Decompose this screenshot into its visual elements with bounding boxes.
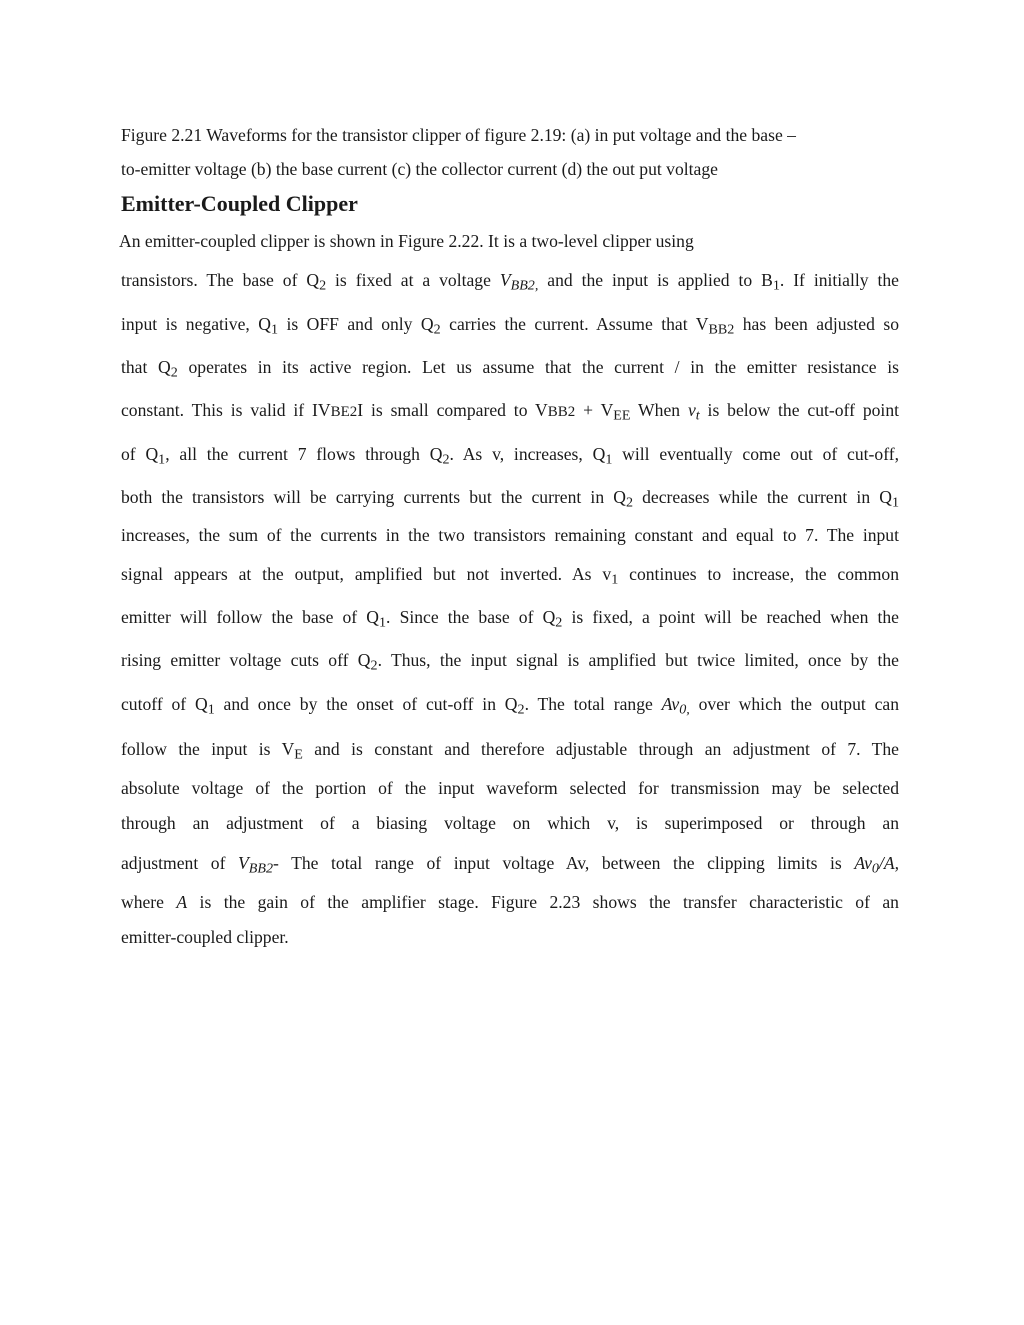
text-line: rising emitter voltage cuts off $Q_2$. Thus, the input signal is amplified but twice limited, once by the (121, 650, 899, 674)
text-line: signal appears at the output, amplified but not inverted. As $v_1$ continues to increase, the common (121, 564, 899, 588)
figure-caption (121, 118, 901, 186)
text-line: constant. This is valid if IVBE2I is small compared to $VBB2 + V_{EE}$ When $v_t$ is below the cut-off point (121, 400, 900, 424)
text-line: adjustment of $V_{BB2}-$ The total range of input voltage Av, between the clipping limits is $Av_0/A$, (121, 853, 899, 877)
text-line: where A is the gain of the amplifier stage. Figure 2.23 shows the transfer characteristic of an (121, 892, 899, 912)
text-line: that $Q_2$ operates in its active region. Let us assume that the current / in the emitter resistance is (121, 357, 899, 381)
caption-line-2: to-emitter voltage (b) the base current (c) the collector current (d) the out put voltage (121, 159, 718, 179)
text-line: emitter-coupled clipper. (121, 927, 289, 947)
text-line: absolute voltage of the portion of the input waveform selected for transmission may be selected (121, 778, 899, 798)
text-line: transistors. The base of $Q_2$ is fixed at a voltage $V_{BB2,}$ and the input is applied to $B_1$. If initially the (121, 270, 899, 294)
text-line: An emitter-coupled clipper is shown in Figure 2.22. It is a two-level clipper using (119, 231, 694, 251)
section-heading: Emitter-Coupled Clipper (121, 191, 358, 216)
text-line: increases, the sum of the currents in the two transistors remaining constant and equal to 7. The input (121, 525, 899, 545)
text-line: emitter will follow the base of $Q_1$. Since the base of $Q_2$ is fixed, a point will be reached when the (121, 607, 899, 631)
text-line: through an adjustment of a biasing voltage on which v, is superimposed or through an (121, 813, 899, 833)
text-line: follow the input is $V_E$ and is constant and therefore adjustable through an adjustment of 7. The (121, 739, 899, 763)
text-line: of $Q_1$, all the current 7 flows through $Q_2$. As v, increases, $Q_1$ will eventually come out of cut-off, (121, 444, 899, 468)
text-line: input is negative, $Q_1$ is OFF and only $Q_2$ carries the current. Assume that $V_{BB2}$ has been adjusted so (121, 314, 900, 338)
text-line: both the transistors will be carrying currents but the current in $Q_2$ decreases while the current in $Q_1$ (121, 487, 900, 511)
text-line: cutoff of $Q_1$ and once by the onset of cut-off in $Q_2$. The total range $Av_{0,}$ over which the output can (121, 694, 899, 718)
caption-line-1: Figure 2.21 Waveforms for the transistor clipper of figure 2.19: (a) in put voltage and the base – (121, 125, 796, 145)
